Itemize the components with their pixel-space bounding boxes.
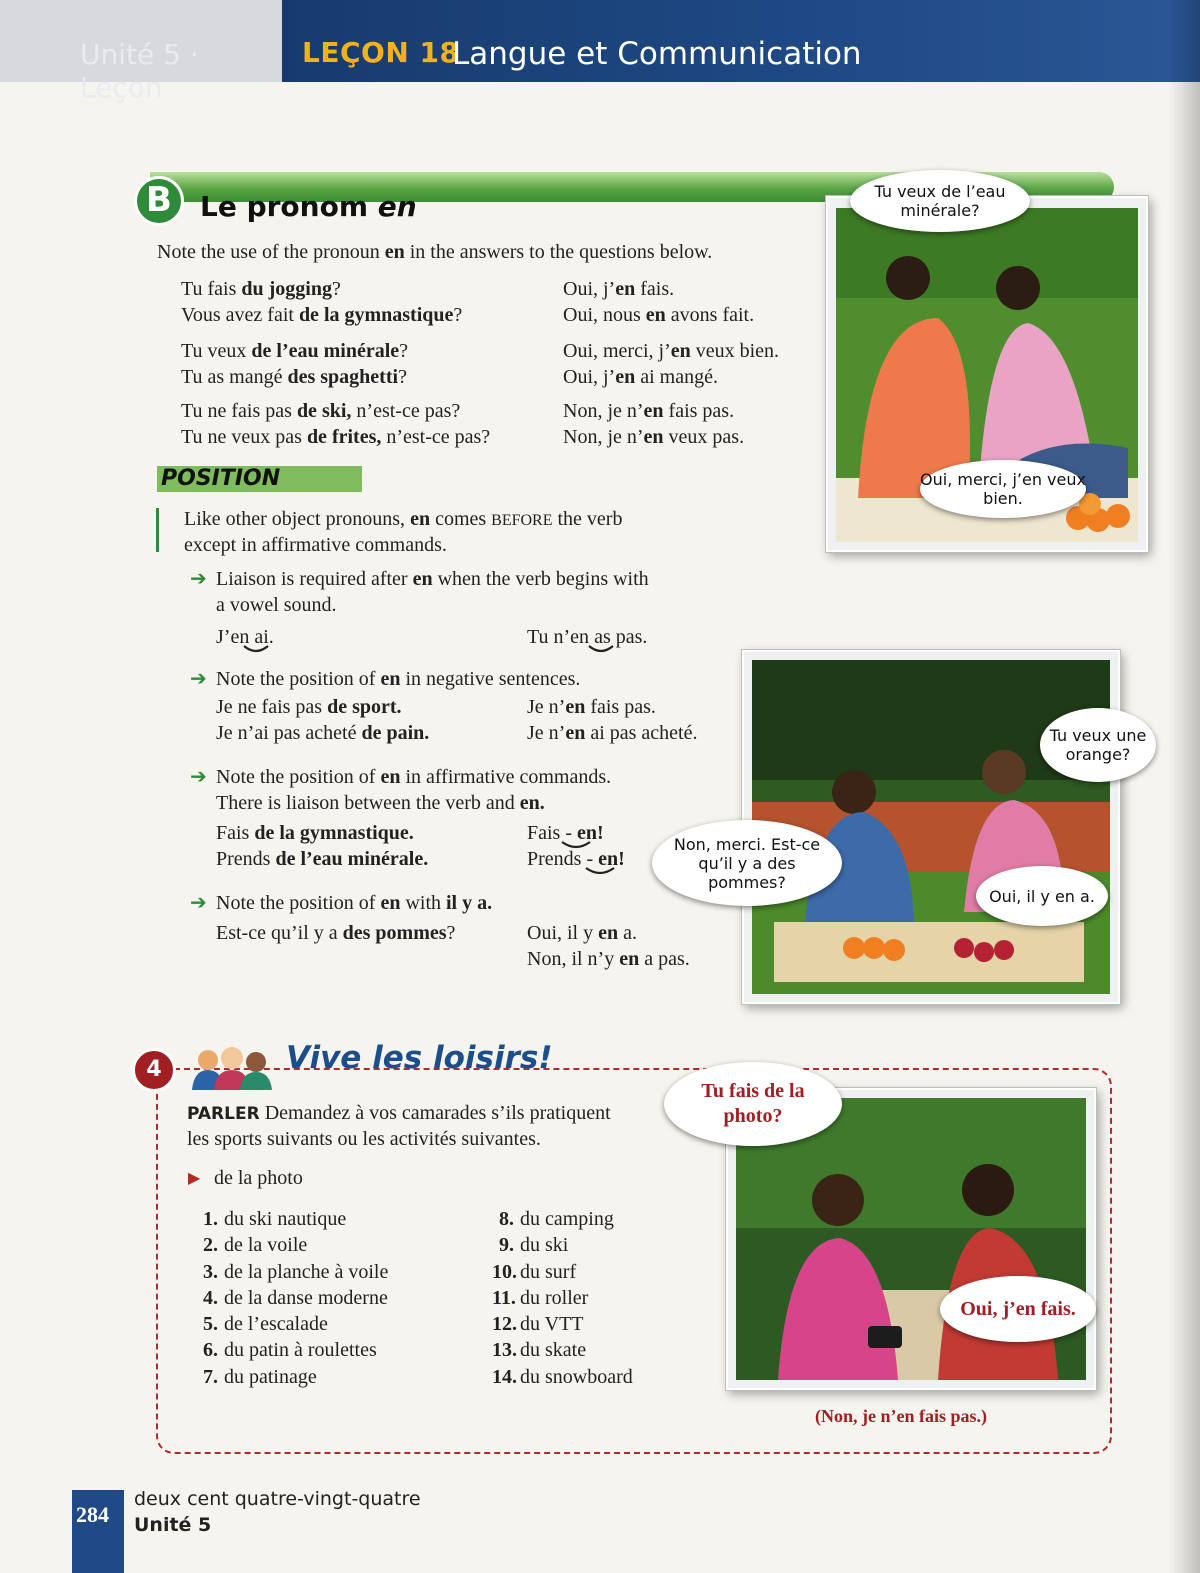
list-item: 3. de la planche à voile <box>203 1260 389 1283</box>
list-item: 12. du VTT <box>492 1313 584 1336</box>
list-item: 10. du surf <box>492 1260 577 1283</box>
arrow-icon: ➔ <box>190 890 207 914</box>
activity-number: 4 <box>132 1048 176 1092</box>
page-number: 284 <box>76 1502 109 1527</box>
bubble-apples-answer: Oui, il y en a. <box>976 866 1108 926</box>
position-rule-line-2: except in affirmative commands. <box>184 534 447 556</box>
liaison-mark <box>587 644 615 656</box>
bubble-apples-question: Non, merci. Est-ce qu’il y a des pommes? <box>652 820 842 906</box>
book-spine-shadow <box>1168 0 1200 1573</box>
activity-title: Vive les loisirs! <box>286 1040 553 1076</box>
example-q-4: Tu as mangé des spaghetti? <box>181 366 407 388</box>
list-item: 6. du patin à roulettes <box>203 1339 377 1362</box>
photo-caption: (Non, je n’en fais pas.) <box>815 1406 988 1426</box>
lesson-number: LEÇON 18 <box>302 36 460 69</box>
note-2-line-1: Note the position of en in negative sentences. <box>216 668 581 690</box>
example-a-4: Oui, j’en ai mangé. <box>563 366 718 388</box>
liaison-mark <box>584 866 616 878</box>
list-item: 14. du snowboard <box>492 1365 633 1388</box>
example-a-6: Non, je n’en veux pas. <box>563 426 745 448</box>
note-4-line-1: Note the position of en with il y a. <box>216 892 493 914</box>
note-3-right-2: Prends - en! <box>527 848 625 870</box>
note-4-right-1: Oui, il y en a. <box>527 922 638 944</box>
note-3-right-1: Fais - en! <box>527 822 604 844</box>
list-item: 1. du ski nautique <box>203 1208 347 1230</box>
unit-label: Unité 5 <box>134 1514 212 1536</box>
activity-instruction-2: les sports suivants ou les activités suivantes. <box>187 1128 541 1150</box>
list-item: 4. de la danse moderne <box>203 1286 388 1309</box>
note-1-line-2: a vowel sound. <box>216 594 337 616</box>
note-3-left-2: Prends de l’eau minérale. <box>216 848 429 870</box>
activity-list-right <box>492 1206 633 1390</box>
list-item: 9. du ski <box>499 1234 569 1257</box>
note-4-left-1: Est-ce qu’il y a des pommes? <box>216 922 456 944</box>
header-left-ghost <box>0 0 282 104</box>
page-number-words: deux cent quatre-vingt-quatre <box>134 1488 421 1510</box>
example-q-5: Tu ne fais pas de ski, n’est-ce pas? <box>181 400 461 422</box>
note-4-right-2: Non, il n’y en a pas. <box>527 948 690 970</box>
note-2-left-1: Je ne fais pas de sport. <box>216 696 402 718</box>
note-3-line-2: There is liaison between the verb and en. <box>216 792 545 814</box>
bubble-orange-question: Tu veux une orange? <box>1040 708 1156 782</box>
bubble-water-question: Tu veux de l’eau minérale? <box>850 170 1030 232</box>
people-conversation-icon <box>188 1046 274 1090</box>
bubble-water-answer: Oui, merci, j’en veux bien. <box>920 460 1086 518</box>
activity-list-left <box>196 1206 388 1390</box>
example-q-6: Tu ne veux pas de frites, n’est-ce pas? <box>181 426 491 448</box>
play-marker-icon: ▶ <box>188 1170 201 1187</box>
position-label: POSITION <box>157 466 362 492</box>
arrow-icon: ➔ <box>190 666 207 690</box>
section-b-intro: Note the use of the pronoun en in the answers to the questions below. <box>157 241 713 263</box>
list-item: 11. du roller <box>492 1286 589 1309</box>
position-rule-line-1: Like other object pronouns, en comes BEFORE the verb <box>184 508 623 530</box>
note-1-example-left: J’en ai. <box>216 626 274 648</box>
list-item: 2. de la voile <box>203 1234 308 1257</box>
lesson-title: Langue et Communication <box>452 36 862 72</box>
list-item: 13. du skate <box>492 1339 587 1362</box>
note-3-line-1: Note the position of en in affirmative commands. <box>216 766 612 788</box>
activity-instruction-1: PARLER Demandez à vos camarades s’ils pratiquent <box>187 1102 611 1124</box>
note-1-line-1: Liaison is required after en when the verb begins with <box>216 568 649 590</box>
example-q-2: Vous avez fait de la gymnastique? <box>181 304 463 326</box>
header-ghost-text: Unité 5 · Leçon <box>80 38 199 104</box>
example-a-1: Oui, j’en fais. <box>563 278 675 300</box>
note-1-example-right: Tu n’en as pas. <box>527 626 648 648</box>
bubble-photo-answer: Oui, j’en fais. <box>940 1276 1096 1342</box>
example-a-3: Oui, merci, j’en veux bien. <box>563 340 780 362</box>
activity-model: de la photo <box>214 1167 303 1189</box>
note-2-right-2: Je n’en ai pas acheté. <box>527 722 698 744</box>
liaison-mark <box>560 840 592 852</box>
note-2-left-2: Je n’ai pas acheté de pain. <box>216 722 430 744</box>
list-item: 5. de l’escalade <box>203 1313 328 1336</box>
arrow-icon: ➔ <box>190 764 207 788</box>
example-q-3: Tu veux de l’eau minérale? <box>181 340 409 362</box>
liaison-mark <box>242 644 270 656</box>
note-2-right-1: Je n’en fais pas. <box>527 696 656 718</box>
example-a-2: Oui, nous en avons fait. <box>563 304 755 326</box>
section-b-badge: B <box>134 176 184 226</box>
section-b-title: Le pronom en <box>200 190 417 223</box>
list-item: 7. du patinage <box>203 1365 317 1388</box>
example-a-5: Non, je n’en fais pas. <box>563 400 735 422</box>
arrow-icon: ➔ <box>190 566 207 590</box>
note-3-left-1: Fais de la gymnastique. <box>216 822 414 844</box>
position-rule-bar <box>156 508 159 552</box>
example-q-1: Tu fais du jogging? <box>181 278 341 300</box>
list-item: 8. du camping <box>499 1208 614 1230</box>
bubble-photo-question: Tu fais de la photo? <box>664 1062 842 1146</box>
